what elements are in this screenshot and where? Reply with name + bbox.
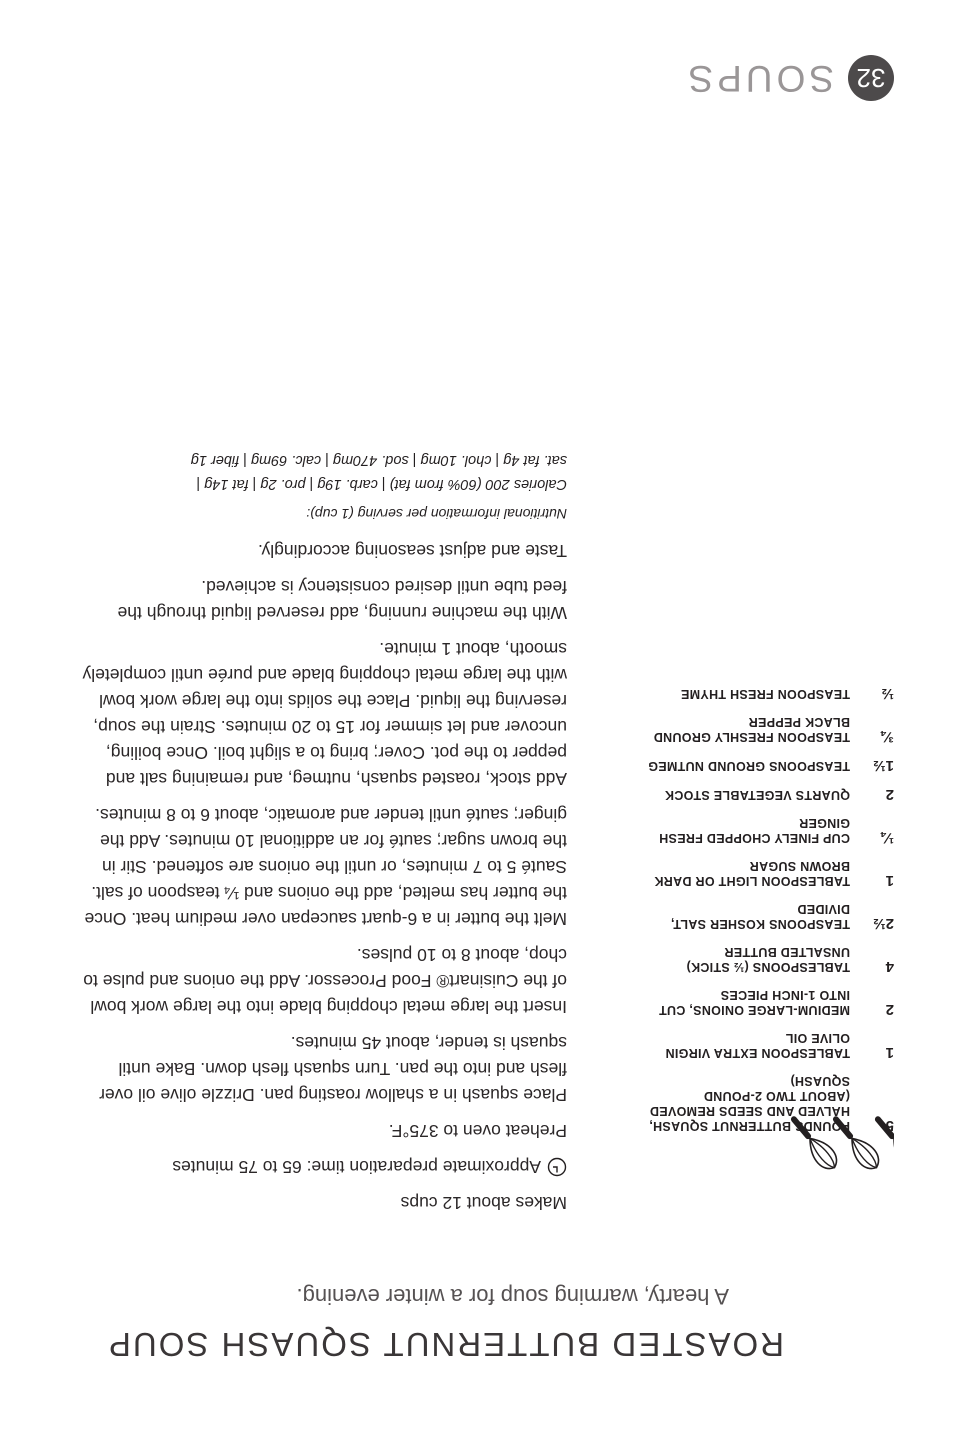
- recipe-subtitle: A hearty, warming soup for a winter evening.: [296, 1284, 729, 1309]
- ingredient-item: [644, 757, 894, 773]
- ingredient-item: [644, 685, 894, 701]
- yield-text: Makes about 12 cups: [400, 1193, 567, 1213]
- ingredient-item: [644, 858, 894, 888]
- nutrition-line: sat. fat 4g | chol. 10mg | sod. 470mg | calc. 69mg | fiber 1g: [190, 452, 567, 468]
- ingredient-quantity: 1: [885, 872, 894, 889]
- direction-step: Taste and adjust seasoning accordingly.: [257, 541, 567, 561]
- section-label: SOUPS: [684, 58, 834, 99]
- directions-column: [82, 448, 567, 1216]
- ingredient-text: POUNDS BUTTERNUT SQUASH, HALVED AND SEEDS REMOVED (ABOUT TWO 2-POUND SQUASH): [649, 1074, 850, 1133]
- ingredient-text: TEASPOONS GROUND NUTMEG: [647, 759, 850, 773]
- page-number: 32: [848, 55, 894, 101]
- recipe-title: ROASTED BUTTERNUT SQUASH SOUP: [106, 1326, 784, 1363]
- ingredient-list: [644, 672, 894, 1133]
- ingredient-quantity: 4: [885, 958, 894, 975]
- prep-time-row: [82, 1154, 567, 1180]
- ingredient-text: TABLESPOON LIGHT OR DARK BROWN SUGAR: [654, 859, 850, 888]
- direction-step: Place squash in a shallow roasting pan. Drizzle olive oil over flesh and into the pan. Turn squash flesh down. Bake until squash is tender, about 45 minutes.: [99, 1033, 567, 1105]
- ingredient-text: MEDIUM-LARGE ONIONS, CUT INTO 1-INCH PIECES: [658, 988, 850, 1017]
- direction-step: With the machine running, add reserved liquid through the feed tube until desired consistency is achieved.: [117, 577, 567, 623]
- ingredient-quantity: 5: [885, 1117, 894, 1134]
- direction-step: Preheat oven to 375°F.: [388, 1121, 567, 1141]
- ingredient-item: [644, 714, 894, 744]
- clock-icon: [547, 1157, 567, 1177]
- ingredient-item: [644, 815, 894, 845]
- ingredient-text: TEASPOON FRESHLY GROUND BLACK PEPPER: [653, 715, 850, 744]
- ingredient-quantity: 2: [885, 786, 894, 803]
- direction-step: Add stock, roasted squash, nutmeg, and remaining salt and pepper to the pot. Cover; bring to a slight boil. Once boiling, uncover and let simmer for 15 to 20 minutes. Strain the soup, reserving the liquid. Place the solids into the large work bowl with the large metal chopping blade and purée until completely smooth, about 1 minute.: [82, 639, 567, 789]
- ingredient-quantity: 1½: [873, 757, 894, 774]
- prep-time-text: Approximate preparation time: 65 to 75 minutes: [172, 1157, 541, 1177]
- nutrition-heading: Nutritional information per serving (1 cup):: [306, 506, 567, 522]
- ingredient-item: [644, 1030, 894, 1060]
- ingredient-quantity: 2½: [873, 915, 894, 932]
- ingredient-item: [644, 987, 894, 1017]
- nutrition-line: Calories 200 (60% from fat) | carb. 19g | pro. 2g | fat 14g |: [196, 476, 567, 492]
- ingredient-quantity: 1: [885, 1044, 894, 1061]
- ingredient-quantity: ¾: [881, 728, 894, 745]
- ingredient-item: [644, 901, 894, 931]
- direction-step: Insert the large metal chopping blade into the large work bowl of the Cuisinart® Food Processor. Add the onions and pulse to chop, about 8 to 10 pulses.: [83, 945, 567, 1017]
- ingredient-quantity: ½: [881, 685, 894, 702]
- ingredient-text: TEASPOONS KOSHER SALT, DIVIDED: [670, 902, 850, 931]
- ingredient-text: TABLESPOON EXTRA VIRGIN OLIVE OIL: [665, 1031, 850, 1060]
- ingredient-item: [644, 786, 894, 802]
- direction-step: Melt the butter in a 6-quart saucepan over medium heat. Once the butter has melted, add the onions and ¼ teaspoon of salt. Sauté 5 to 7 minutes, or until the onions are softened. Stir in the brown sugar; sauté for an additional 10 minutes. Add the ginger; sauté until tender and aromatic, about 6 to 8 minutes.: [84, 805, 567, 929]
- ingredient-item: [644, 944, 894, 974]
- nutrition-facts: [82, 448, 567, 496]
- page-folio: [684, 55, 894, 101]
- ingredient-quantity: ¼: [881, 829, 894, 846]
- ingredient-text: TEASPOON FRESH THYME: [680, 687, 850, 701]
- ingredient-text: CUP FINELY CHOPPED FRESH GINGER: [658, 816, 850, 845]
- ingredient-quantity: 2: [885, 1001, 894, 1018]
- ingredient-text: QUARTS VEGETABLE STOCK: [664, 788, 850, 802]
- ingredient-text: TABLESPOONS (½ STICK) UNSALTED BUTTER: [686, 945, 850, 974]
- ingredient-item: [644, 1073, 894, 1133]
